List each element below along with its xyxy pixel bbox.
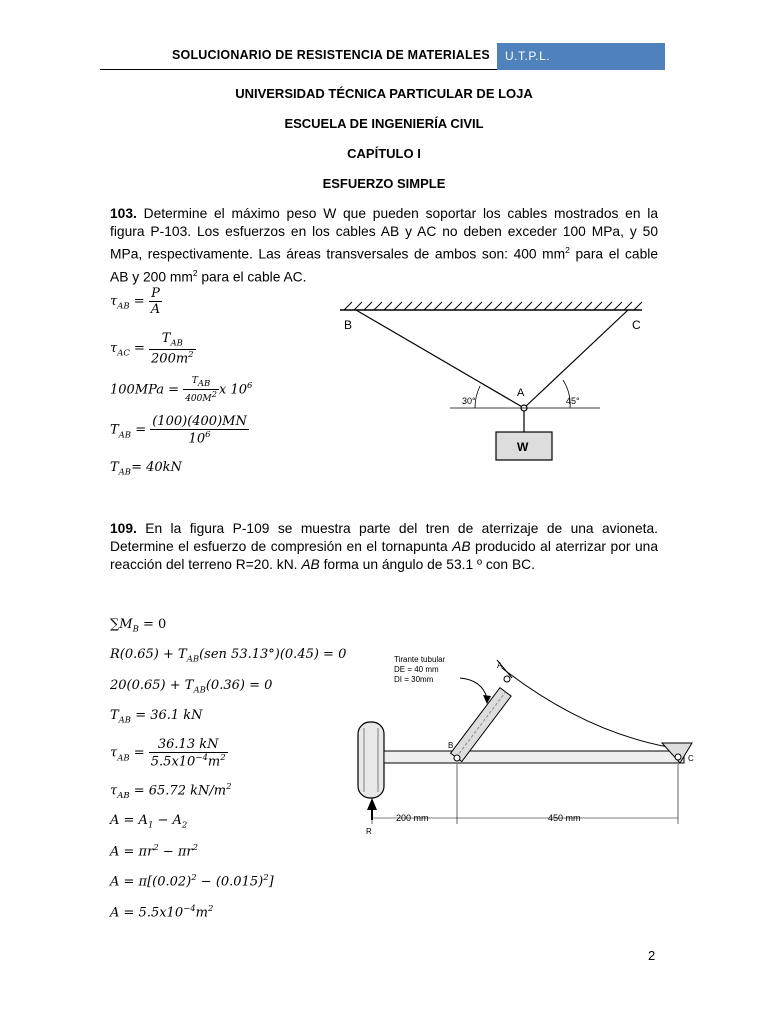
header-rule <box>100 69 497 70</box>
label-b-109: B <box>448 741 454 750</box>
eq-103-2: $\tau_{AC}$ = $\frac{T_{AB}}{200m^2}$ <box>110 331 194 366</box>
ceiling-hatching <box>344 302 642 310</box>
label-a-109: A <box>497 661 503 670</box>
label-b: B <box>344 318 353 332</box>
figure-p109 <box>352 648 712 838</box>
problem-103-statement: 103. Determine el máximo peso W que pueden soportar los cables mostrados en la figura P-103. Los esfuerzos en los cables AB y AC no deben exceder 100 MPa, y 50 MPa, respectivamente. Las áreas transversales de ambos son: 400 $mm^2$ para el cable AB y 200 $mm^2$ para el cable AC. <box>110 206 658 285</box>
pin-a <box>504 676 510 682</box>
eq-103-1: $\tau_{AB}$ = $\frac{P}{A}$ <box>110 286 161 317</box>
angle-45: 45° <box>566 396 580 406</box>
problem-109-number: 109. <box>110 521 137 536</box>
university-heading: UNIVERSIDAD TÉCNICA PARTICULAR DE LOJA <box>235 86 533 101</box>
eq-103-3: 100MPa = $\frac{T_{AB}}{400M^2}$ x $10^6$ <box>110 376 253 404</box>
note-di: DI = 30mm <box>394 675 434 684</box>
header-title: SOLUCIONARIO DE RESISTENCIA DE MATERIALES <box>172 48 490 62</box>
label-r-109: R <box>366 827 372 836</box>
cable-ac <box>524 310 628 408</box>
dim-200: 200 mm <box>396 813 429 823</box>
eq-109-7: $A = A_1 - A_2$ <box>110 813 188 831</box>
beam-bc <box>384 751 684 763</box>
eq-109-1: $\sum M_B = 0$ <box>110 617 167 635</box>
note-de: DE = 40 mm <box>394 665 439 674</box>
eq-109-10: $A = 5.5x10^{-4}m^2$ <box>110 904 214 921</box>
dim-450: 450 mm <box>548 813 581 823</box>
angle-30: 30° <box>462 396 476 406</box>
eq-109-3: $20(0.65) + T_{AB}(0.36) = 0$ <box>110 678 273 696</box>
school-heading: ESCUELA DE INGENIERÍA CIVIL <box>284 116 484 131</box>
label-c-109: C <box>688 754 694 763</box>
eq-109-2: $R(0.65) + T_{AB}(sen$ 53.13°)(0.45) = 0 <box>110 647 347 665</box>
eq-109-4: $T_{AB} = 36.1$ kN <box>110 708 203 726</box>
eq-109-6: $\tau_{AB} = 65.72$ $kN/m^2$ <box>110 782 232 801</box>
eq-109-5: $\tau_{AB}$ = $\frac{36.13 kN}{5.5x10^{-4}m^2}$ <box>110 737 226 770</box>
pin-b <box>454 755 460 761</box>
figure-p103 <box>330 300 650 470</box>
eq-103-4: $T_{AB}$ = $\frac{(100)(400)MN}{10^6}$ <box>110 414 247 447</box>
chapter-heading: CAPÍTULO I <box>347 146 421 161</box>
eq-109-9: $A = \pi[(0.02)^2 - (0.015)^2]$ <box>110 873 274 890</box>
header-tag: U.T.P.L. <box>497 43 665 70</box>
problem-103-number: 103. <box>110 206 137 221</box>
cable-ab <box>356 310 524 408</box>
eq-109-8: $A = \pi r^2 - \pi r^2$ <box>110 843 199 860</box>
wheel <box>358 722 384 798</box>
eq-103-5: $T_{AB}= 40kN$ <box>110 460 182 478</box>
topic-heading: ESFUERZO SIMPLE <box>322 176 446 191</box>
page-number: 2 <box>648 948 656 963</box>
weight-label: W <box>517 440 529 454</box>
label-c: C <box>632 318 641 332</box>
note-tirante: Tirante tubular <box>394 655 446 664</box>
problem-109-statement: 109. En la figura P-109 se muestra parte del tren de aterrizaje de una avioneta. Determine el esfuerzo de compresión en el tornapunta AB producido al aterrizar por una reacción del terreno R=20. kN. AB forma un ángulo de 53.1 º con BC. <box>110 521 659 572</box>
label-a: A <box>517 387 525 399</box>
fuselage-curve <box>502 668 687 750</box>
pin-c <box>675 754 681 760</box>
